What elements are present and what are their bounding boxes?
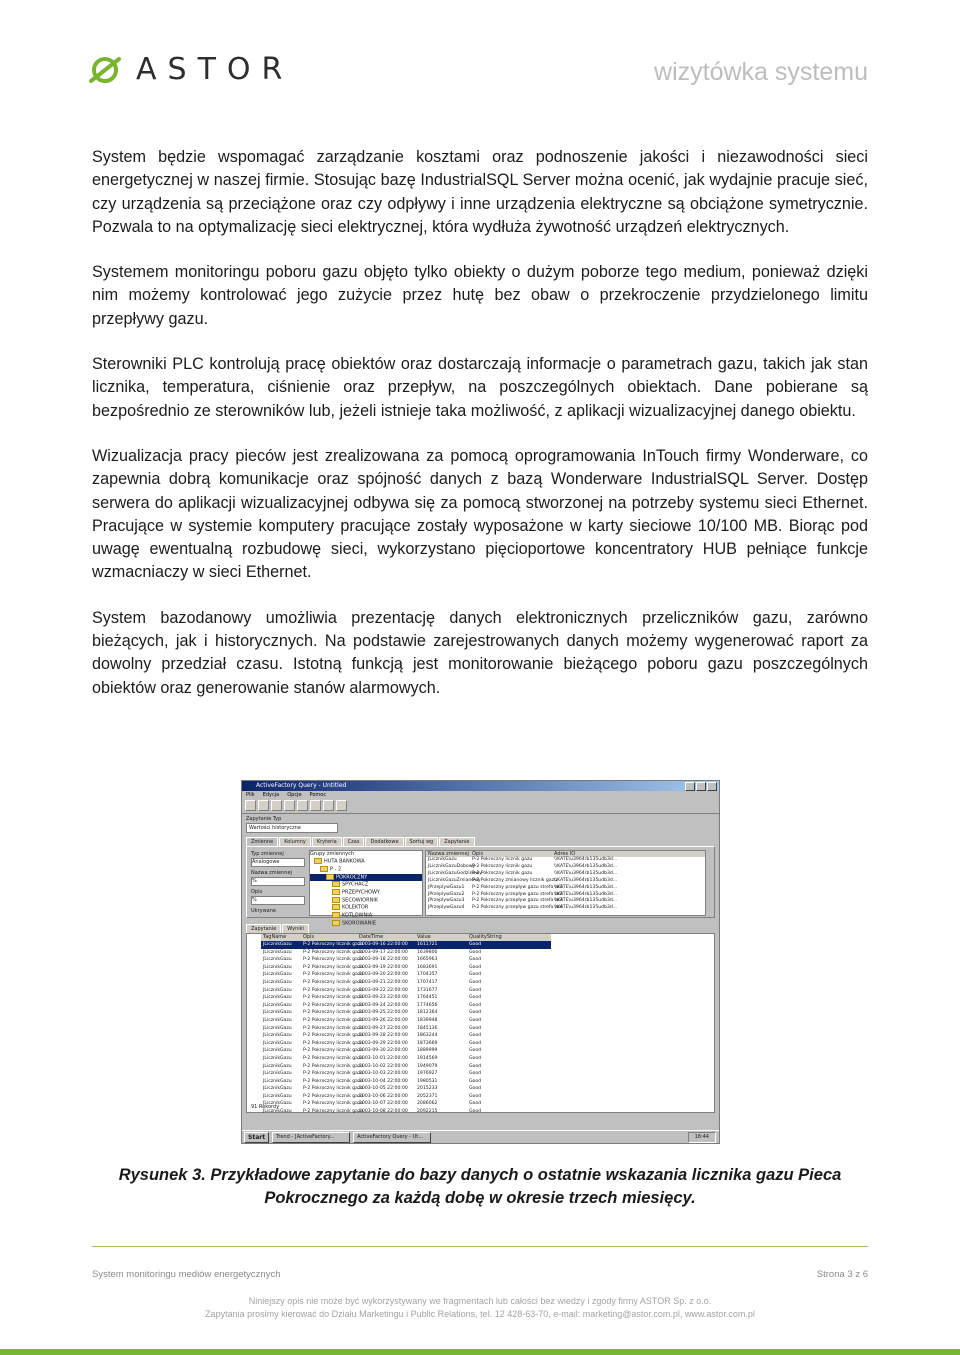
folder-icon xyxy=(326,874,334,880)
start-button: Start xyxy=(244,1132,269,1143)
table-row: JLicznikGazu P-2 Pokroczny licznik gazu 2003-09-17 22:00:00 1639800 Good xyxy=(263,949,482,955)
table-row: JLicznikGazu P-2 Pokroczny licznik gazu 2003-10-06 22:00:00 2052371 Good xyxy=(263,1093,482,1099)
table-row: JLicznikGazu P-2 Pokroczny licznik gazu 2003-09-19 22:00:00 1683691 Good xyxy=(263,964,482,970)
tree-item: KOLEKTOR xyxy=(310,904,422,912)
paragraph: System bazodanowy umożliwia prezentację danych elektronicznych przeliczników gazu, zarówno bieżących, jak i historycznych. Na podstawie zarejestrowanych danych możemy wygenerować raport za dowolny przedział czasu. Istotną funkcją jest monitorowanie bieżącego poboru gazu poszczególnych obiektów oraz generowanie stanów alarmowych. xyxy=(92,608,868,697)
table-row: JLicznikGazu P-2 Pokroczny licznik gazu 2003-09-23 22:00:00 1764451 Good xyxy=(263,995,482,1001)
tree-item-selected: POKROCZNY xyxy=(310,874,422,882)
folder-icon xyxy=(332,904,340,910)
window-titlebar xyxy=(242,781,719,791)
toolbar xyxy=(242,799,719,814)
table-row: JLicznikGazu P-2 Pokroczny licznik gazu 2003-09-18 22:00:00 1665963 Good xyxy=(263,957,482,963)
folder-icon xyxy=(332,889,340,895)
results-grid xyxy=(246,933,715,1113)
table-row: JLicznikGazu P-2 Pokroczny licznik gazu 2003-09-22 22:00:00 1731677 Good xyxy=(263,987,482,993)
results-rows xyxy=(247,941,714,1116)
table-row: JLicznikGazu P-2 Pokroczny licznik gazu 2003-09-28 22:00:00 1863244 Good xyxy=(263,1033,482,1039)
window-title: ActiveFactory Query - Untitled xyxy=(256,782,347,789)
footer-divider xyxy=(92,1246,868,1247)
tag-group-tree xyxy=(309,850,423,927)
delete-icon xyxy=(323,800,334,811)
tag-list-row: JLicznikGazuGodzinowy P-2 Pokroczny licznik gazu \\KATE\u3964rb135udb3d... xyxy=(428,870,618,876)
tag-list-rows xyxy=(426,857,705,912)
folder-icon xyxy=(332,881,340,887)
tree-item: SPYCHACZ xyxy=(310,881,422,889)
figure-caption: Rysunek 3. Przykładowe zapytanie do bazy danych o ostatnie wskazania licznika gazu Pieca Pokrocznego za każdą dobę w okresie trzech miesięcy. xyxy=(118,1166,842,1207)
tab: Sortuj wg xyxy=(405,837,439,846)
tab: Zmienne xyxy=(246,837,278,846)
taskbar-item: Trend - [ActiveFactory... xyxy=(272,1132,350,1143)
tab: Wyniki xyxy=(282,924,309,933)
table-row: JLicznikGazu P-2 Pokroczny licznik gazu 2003-09-16 22:00:00 1611721 Good xyxy=(261,941,551,949)
save-icon xyxy=(271,800,282,811)
tag-list-header: Nazwa zmiennej Opis Adres IO xyxy=(426,851,705,857)
table-row: JLicznikGazu P-2 Pokroczny licznik gazu 2003-10-02 22:00:00 1949079 Good xyxy=(263,1063,482,1069)
table-row: JLicznikGazu P-2 Pokroczny licznik gazu 2003-09-29 22:00:00 1873669 Good xyxy=(263,1040,482,1046)
paste-icon xyxy=(310,800,321,811)
tab: Kryteria xyxy=(312,837,342,846)
tag-list-row: JPrzeplywGazu3 P-2 Pokroczny przepływ gazu strefa nr3 \\KATE\u3964rb135udb3d... xyxy=(428,898,618,904)
brand-logo xyxy=(88,52,293,87)
tag-list-row: JPrzeplywGazu1 P-2 Pokroczny przepływ gazu strefa nr1 \\KATE\u3964rb135udb3d... xyxy=(428,884,618,890)
description-label: Opis xyxy=(251,889,263,895)
table-row: JLicznikGazu P-2 Pokroczny licznik gazu 2003-10-03 22:00:00 1976927 Good xyxy=(263,1071,482,1077)
page-number: Strona 3 z 6 xyxy=(816,1269,868,1280)
table-row: JLicznikGazu P-2 Pokroczny licznik gazu 2003-09-20 22:00:00 1704357 Good xyxy=(263,972,482,978)
brand-name: ASTOR xyxy=(136,52,294,87)
menu-item: Edycja xyxy=(262,792,280,798)
tree-item: HUTA BANKOWA xyxy=(310,858,422,866)
paragraph: Wizualizacja pracy pieców jest zrealizowana za pomocą oprogramowania InTouch firmy Wonderware, co zapewnia dobrą komunikacje oraz spójność danych z bazą Wonderware IndustrialSQL Server. Dostęp serwera do aplikacji wizualizacyjnej odbywa się za pomocą stworzonej na potrzeby systemu sieci Ethernet. Pracujące w systemie komputery pracujące zostały wyposażone w karty sieciowe 10/100 MB. Biorąc pod uwagę ewentualną rozbudowę sieci, wykorzystano pięcioportowe koncentratory HUB pełniące funkcje wzmacniaczy w sieci Ethernet. xyxy=(92,446,868,582)
table-row: JLicznikGazu P-2 Pokroczny licznik gazu 2003-10-08 22:00:00 2092215 Good xyxy=(263,1109,482,1115)
tab: Zapytanie xyxy=(246,924,281,933)
table-row: JLicznikGazu P-2 Pokroczny licznik gazu 2003-09-26 22:00:00 1839948 Good xyxy=(263,1017,482,1023)
menu-item: Opcje xyxy=(287,792,302,798)
tag-type-label: Typ zmiennej xyxy=(251,851,284,857)
record-count: 91 Rekordy xyxy=(251,1104,280,1110)
window-buttons xyxy=(685,782,717,791)
query-tabs xyxy=(246,837,719,846)
menu-item: Pomoc xyxy=(309,792,327,798)
hidden-checkbox-label: Ukrywane xyxy=(251,908,276,914)
tag-list xyxy=(425,850,706,916)
folder-icon xyxy=(314,858,322,864)
contact-notice: Zapytania prosimy kierować do Działu Marketingu i Public Relations, tel. 12 428-63-70, e-mail: marketing@astor.com.pl, www.astor.com.pl xyxy=(205,1309,755,1319)
query-type-select: Wartości historyczne xyxy=(246,823,338,833)
open-icon xyxy=(258,800,269,811)
legal-notice: Niniejszy opis nie może być wykorzystywany we fragmentach lub całości bez wiedzy i zgody firmy ASTOR Sp. z o.o. xyxy=(248,1296,712,1306)
tree-item: SKOROWANIE xyxy=(310,920,422,928)
table-row: JLicznikGazu P-2 Pokroczny licznik gazu 2003-09-27 22:00:00 1845136 Good xyxy=(263,1025,482,1031)
taskbar-item: ActiveFactory Query - Ut... xyxy=(353,1132,431,1143)
table-row: JLicznikGazu P-2 Pokroczny licznik gazu 2003-10-07 22:00:00 2086062 Good xyxy=(263,1101,482,1107)
table-row: JLicznikGazu P-2 Pokroczny licznik gazu 2003-09-24 22:00:00 1774656 Good xyxy=(263,1002,482,1008)
paragraph: Sterowniki PLC kontrolują pracę obiektów oraz dostarczają informacje o parametrach gazu, takich jak stan licznika, temperatura, ciśnienie oraz przepływ, na poszczególnych obiektach. Dane pobierane są bezpośrednio ze sterowników lub, jeżeli istnieje taka możliwość, z aplikacji wizualizacyjnej danego obiektu. xyxy=(92,355,868,420)
tag-name-label: Nazwa zmiennej xyxy=(251,870,292,876)
filter-fields xyxy=(251,851,305,914)
menu-item: Plik xyxy=(246,792,255,798)
tag-list-row: JLicznikGazuDobowy P-2 Pokroczny licznik gazu \\KATE\u3964rb135udb3d... xyxy=(428,863,618,869)
tab: Zapytanie xyxy=(439,837,474,846)
tab: Dodatkowe xyxy=(365,837,403,846)
taskbar xyxy=(242,1130,719,1143)
table-row: JLicznikGazu P-2 Pokroczny licznik gazu 2003-10-05 22:00:00 2015233 Good xyxy=(263,1086,482,1092)
tab: Czas xyxy=(343,837,365,846)
tab: Kolumny xyxy=(279,837,311,846)
minimize-icon xyxy=(685,782,695,791)
tree-item: P - 2 xyxy=(310,866,422,874)
close-icon xyxy=(707,782,717,791)
query-type-label: Zapytanie Typ xyxy=(246,816,282,822)
paragraph: Systemem monitoringu poboru gazu objęto tylko obiekty o dużym poborze tego medium, ponieważ dzięki nim możemy kontrolować jego zużycie przez hutę bez obaw o przekroczenie przydzielonego limitu przepływy gazu. xyxy=(92,263,868,328)
document-body xyxy=(92,146,868,722)
menu-bar xyxy=(242,791,719,799)
astor-logo-icon xyxy=(88,54,124,86)
document-type-label: wizytówka systemu xyxy=(654,58,868,86)
tag-list-row: JLicznikGazuZmianowy P-2 Pokroczny zmianowy licznik gazu \\KATE\u3964rb135udb3d... xyxy=(428,877,618,883)
table-row: JLicznikGazu P-2 Pokroczny licznik gazu 2003-10-01 22:00:00 1914569 Good xyxy=(263,1055,482,1061)
table-row: JLicznikGazu P-2 Pokroczny licznik gazu 2003-09-25 22:00:00 1812364 Good xyxy=(263,1010,482,1016)
results-header: TagName Opis DateTime Value QualityString xyxy=(261,934,551,941)
footer-title: System monitoringu mediów energetycznych xyxy=(92,1269,281,1280)
description-field: % xyxy=(251,896,305,905)
tag-name-field: % xyxy=(251,877,305,886)
tags-panel xyxy=(246,846,715,927)
tree-header: Grupy zmiennych xyxy=(310,851,354,857)
tree-item: PRZEPYCHOWY xyxy=(310,889,422,897)
run-icon xyxy=(336,800,347,811)
tag-list-row: JPrzeplywGazu4 P-2 Pokroczny przepływ gazu strefa nr4 \\KATE\u3964rb135udb3d... xyxy=(428,905,618,911)
embedded-screenshot xyxy=(241,780,720,1144)
tree-item: KOTLOWNIA xyxy=(310,912,422,920)
tag-type-select: Analogowe xyxy=(251,858,305,867)
table-row: JLicznikGazu P-2 Pokroczny licznik gazu 2003-09-30 22:00:00 1889999 Good xyxy=(263,1048,482,1054)
table-row: JLicznikGazu P-2 Pokroczny licznik gazu 2003-09-21 22:00:00 1707417 Good xyxy=(263,979,482,985)
paragraph: System będzie wspomagać zarządzanie kosztami oraz podnoszenie jakości i niezawodności sieci energetycznej w naszej firmie. Stosując bazę IndustrialSQL Server można ocenić, jak wydajnie pracuje sieć, czy urządzenia są przeciążone oraz czy odpływy i inne urządzenia elektryczne są obciążone symetrycznie. Pozwala to na optymalizację sieci elektrycznej, która wydłuża żywotność urządzeń elektrycznych. xyxy=(92,148,868,236)
bottom-brand-bar xyxy=(0,1349,960,1355)
folder-icon xyxy=(320,866,328,872)
copy-icon xyxy=(297,800,308,811)
tag-list-row: JPrzeplywGazu2 P-2 Pokroczny przepływ gazu strefa nr2 \\KATE\u3964rb135udb3d... xyxy=(428,891,618,897)
folder-icon xyxy=(332,897,340,903)
new-icon xyxy=(245,800,256,811)
folder-icon xyxy=(332,912,340,918)
table-row: JLicznikGazu P-2 Pokroczny licznik gazu 2003-10-04 22:00:00 1980531 Good xyxy=(263,1078,482,1084)
folder-icon xyxy=(332,920,340,926)
tree-item: SECOWIORNIK xyxy=(310,897,422,905)
taskbar-clock: 18:44 xyxy=(688,1132,716,1143)
tag-list-row: JLicznikGazu P-2 Pokroczny licznik gazu \\KATE\u3964rb135udb3d... xyxy=(428,857,618,862)
maximize-icon xyxy=(696,782,706,791)
cut-icon xyxy=(284,800,295,811)
